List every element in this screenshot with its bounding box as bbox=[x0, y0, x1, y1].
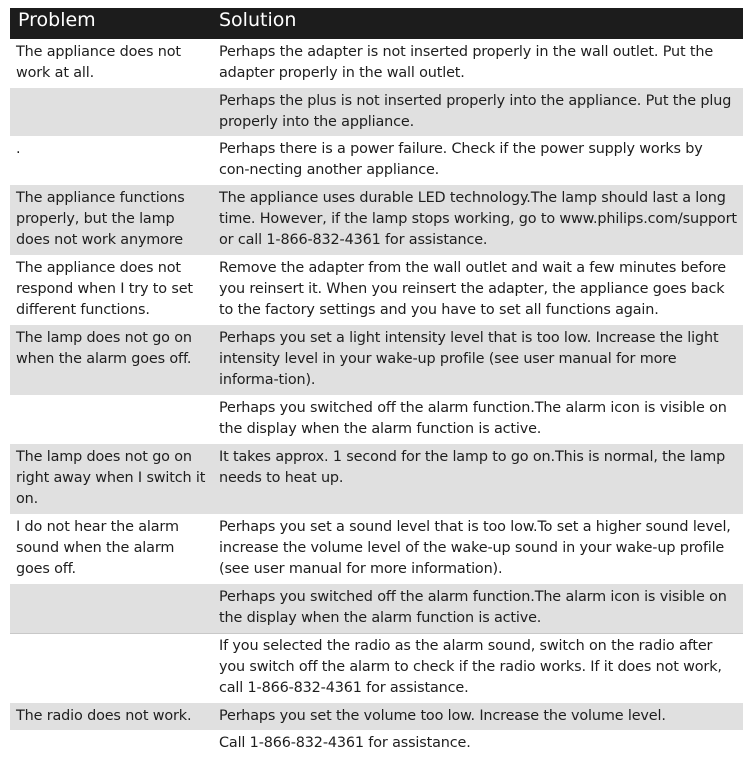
header-problem: Problem bbox=[18, 9, 96, 31]
troubleshooting-table bbox=[10, 8, 743, 757]
table-row bbox=[10, 88, 743, 136]
solution-cell: Perhaps you switched off the alarm function.The alarm icon is visible on the display when the alarm function is active. bbox=[219, 400, 727, 437]
table-header bbox=[10, 8, 743, 39]
solution-cell: Perhaps you switched off the alarm function.The alarm icon is visible on the display when the alarm function is active. bbox=[219, 589, 727, 626]
problem-cell: The lamp does not go on right away when I switch it on. bbox=[16, 449, 206, 507]
problem-cell: . bbox=[16, 141, 21, 157]
solution-cell: Perhaps you set a light intensity level that is too low. Increase the light intensity level in your wake-up profile (see user manual for more informa-tion). bbox=[219, 330, 719, 388]
problem-cell bbox=[10, 395, 213, 444]
header-solution: Solution bbox=[219, 9, 297, 31]
problem-cell: The appliance does not work at all. bbox=[16, 44, 181, 81]
problem-cell: The appliance functions properly, but the lamp does not work anymore bbox=[16, 190, 185, 248]
solution-cell: Perhaps the adapter is not inserted properly in the wall outlet. Put the adapter properly in the wall outlet. bbox=[219, 44, 714, 81]
solution-cell: It takes approx. 1 second for the lamp to go on.This is normal, the lamp needs to heat up. bbox=[219, 449, 726, 486]
solution-cell: Perhaps there is a power failure. Check if the power supply works by con-necting another appliance. bbox=[219, 141, 703, 178]
solution-cell: The appliance uses durable LED technology.The lamp should last a long time. However, if the lamp stops working, go to www.philips.com/support or call 1-866-832-4361 for assistance. bbox=[219, 190, 737, 248]
solution-cell: Perhaps the plus is not inserted properly into the appliance. Put the plug properly into the appliance. bbox=[219, 93, 732, 130]
solution-cell: Call 1-866-832-4361 for assistance. bbox=[219, 735, 471, 751]
table-row bbox=[10, 444, 743, 514]
table-row bbox=[10, 136, 743, 185]
problem-cell: The lamp does not go on when the alarm goes off. bbox=[16, 330, 192, 367]
problem-cell: I do not hear the alarm sound when the alarm goes off. bbox=[16, 519, 179, 577]
problem-cell: The radio does not work. bbox=[16, 708, 192, 724]
table-row bbox=[10, 633, 743, 703]
problem-cell bbox=[10, 730, 213, 757]
table-row bbox=[10, 39, 743, 88]
table-row bbox=[10, 185, 743, 255]
table-row bbox=[10, 514, 743, 584]
problem-cell bbox=[10, 88, 213, 136]
solution-cell: Remove the adapter from the wall outlet and wait a few minutes before you reinsert it. When you reinsert the adapter, the appliance goes back to the factory settings and you have to set all functions again. bbox=[219, 260, 727, 318]
table-row bbox=[10, 255, 743, 325]
problem-cell bbox=[10, 584, 213, 633]
solution-cell: If you selected the radio as the alarm sound, switch on the radio after you switch off the alarm to check if the radio works. If it does not work, call 1-866-832-4361 for assistance. bbox=[219, 638, 722, 696]
problem-cell bbox=[10, 633, 213, 703]
solution-cell: Perhaps you set the volume too low. Increase the volume level. bbox=[219, 708, 666, 724]
problem-cell: The appliance does not respond when I try to set different functions. bbox=[16, 260, 193, 318]
table-row bbox=[10, 584, 743, 633]
solution-cell: Perhaps you set a sound level that is too low.To set a higher sound level, increase the volume level of the wake-up sound in your wake-up profile (see user manual for more information). bbox=[219, 519, 731, 577]
table-row bbox=[10, 325, 743, 395]
table-row bbox=[10, 703, 743, 730]
table-row bbox=[10, 730, 743, 757]
table-row bbox=[10, 395, 743, 444]
